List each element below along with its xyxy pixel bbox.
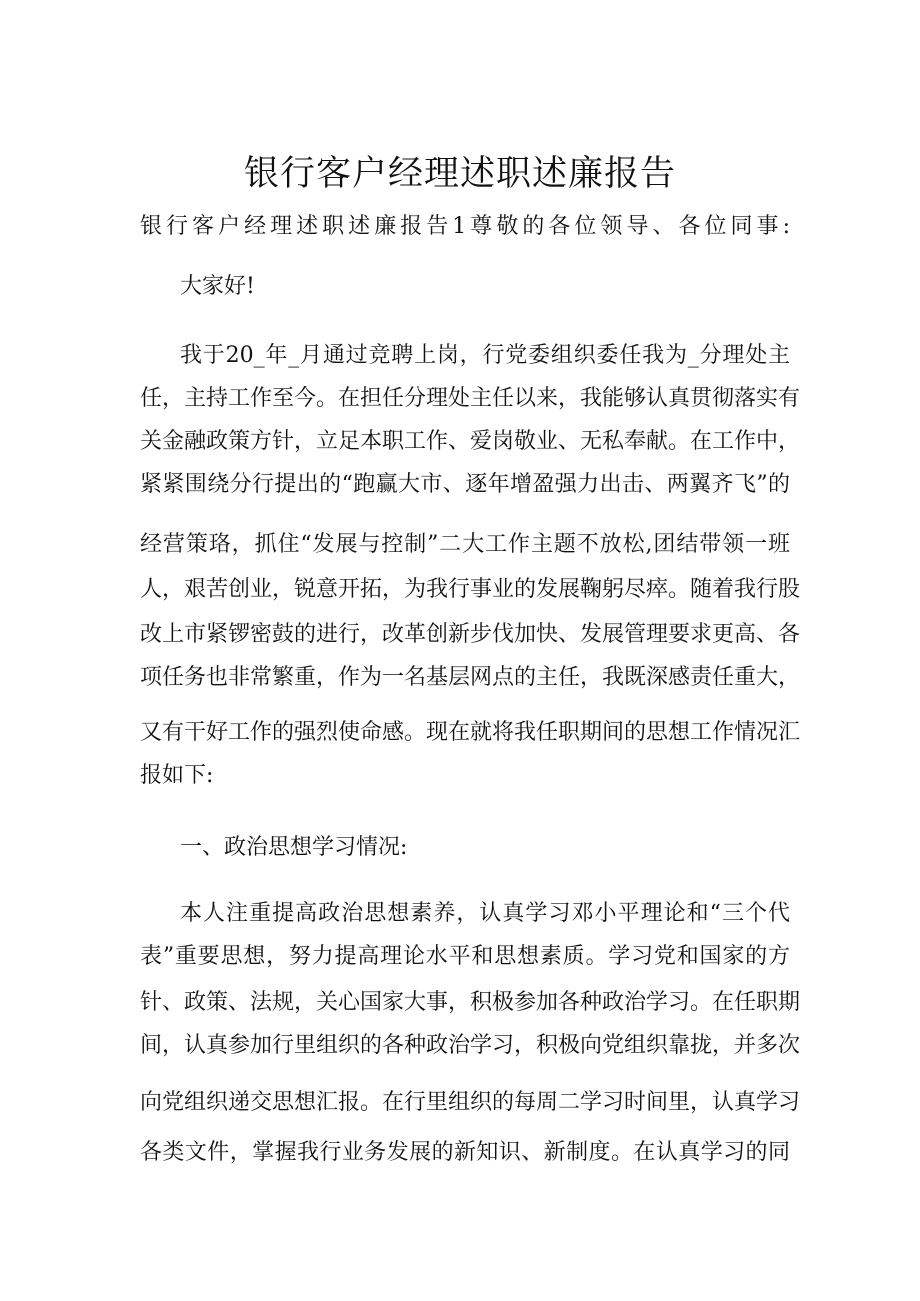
paragraph-line: 经营策珞，抓住“发展与控制”二大工作主题不放松,团结带领一班 (140, 532, 790, 557)
paragraph-line: 项任务也非常繁重，作为一名基层网点的主任，我既深感责任重大， (140, 665, 801, 690)
paragraph-line: 任，主持工作至今。在担任分理处主任以来，我能够认真贯彻落实有 (140, 386, 801, 411)
paragraph-line: 我于20_年_月通过竞聘上岗，行党委组织委任我为_分理处主 (180, 343, 790, 368)
document-title: 银行客户经理述职述廉报告 (243, 154, 676, 194)
intro-line: 银行客户经理述职述廉报告1尊敬的各位领导、各位同事: (140, 214, 790, 239)
paragraph-line: 改上市紧锣密鼓的进行，改革创新步伐加快、发展管理要求更高、各 (140, 622, 801, 647)
paragraph-line: 各类文件，掌握我行业务发展的新知识、新制度。在认真学习的同 (140, 1140, 790, 1165)
paragraph-line: 本人注重提高政治思想素养，认真学习邓小平理论和“三个代 (180, 901, 790, 926)
paragraph-line: 又有干好工作的强烈使命感。现在就将我任职期间的思想工作情况汇 (140, 720, 801, 745)
paragraph-line: 向党组织递交思想汇报。在行里组织的每周二学习时间里，认真学习 (140, 1090, 801, 1115)
paragraph-line: 人，艰苦创业，锐意开拓，为我行事业的发展鞠躬尽瘁。随着我行股 (140, 577, 801, 602)
greeting: 大家好! (180, 274, 255, 299)
paragraph-line: 间，认真参加行里组织的各种政治学习，积极向党组织靠拢，并多次 (140, 1033, 801, 1058)
paragraph-line: 表”重要思想，努力提高理论水平和思想素质。学习党和国家的方 (140, 944, 790, 969)
paragraph-line: 关金融政策方针，立足本职工作、爱岗敬业、无私奉献。在工作中， (140, 429, 801, 454)
section-heading: 一、政治思想学习情况: (180, 835, 408, 860)
paragraph-line: 针、政策、法规，关心国家大事，积极参加各种政治学习。在任职期 (140, 990, 801, 1015)
paragraph-line: 报如下: (140, 763, 214, 788)
paragraph-line: 紧紧围绕分行提出的“跑赢大市、逐年增盈强力出击、两翼齐飞”的 (140, 472, 790, 497)
